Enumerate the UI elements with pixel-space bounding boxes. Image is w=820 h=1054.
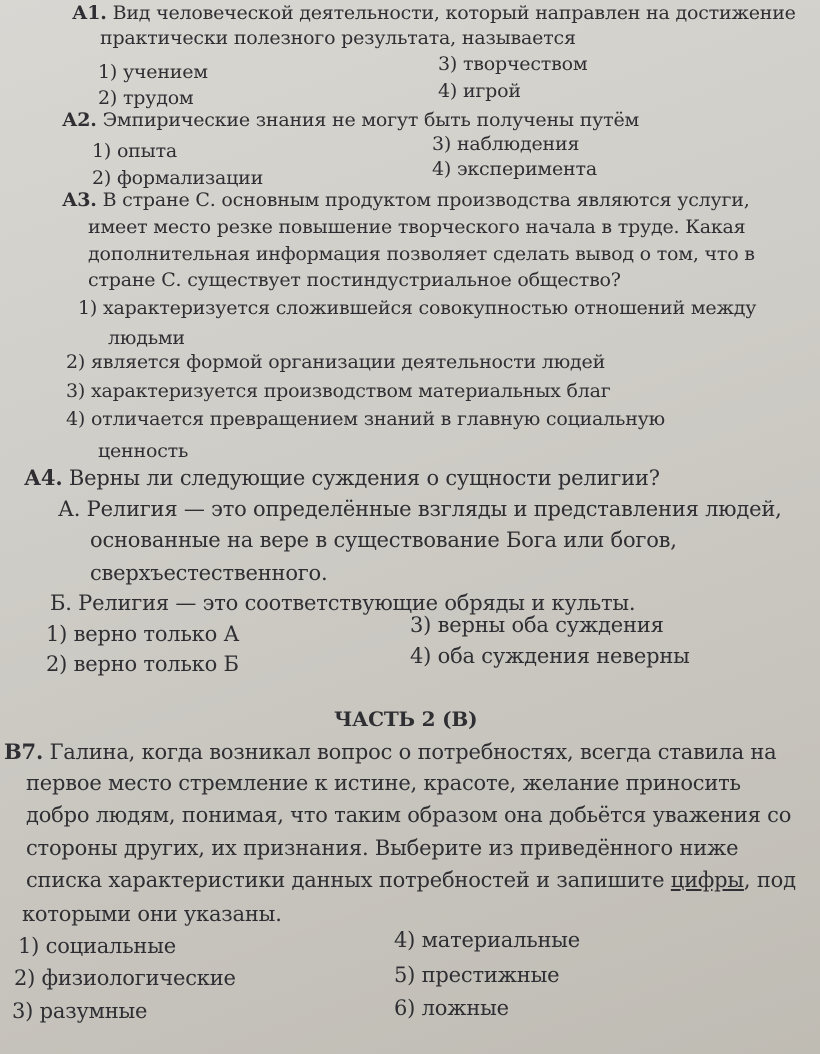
a4-option-2: 2) верно только Б	[46, 652, 239, 676]
a4-option-3: 3) верны оба суждения	[410, 613, 664, 637]
a1-text-2: практически полезного результата, называется	[100, 27, 576, 49]
a3-text-1: В стране С. основным продуктом производства являются услуги,	[102, 189, 750, 211]
a3-option-1-cont: людьми	[108, 327, 185, 349]
b7-text-3: добро людям, понимая, что таким образом она добьётся уважения со	[26, 803, 792, 827]
a2-line	[62, 109, 639, 131]
a1-option-1: 1) учением	[98, 61, 208, 83]
b7-text-4: стороны других, их признания. Выберите из приведённого ниже	[26, 836, 739, 860]
a3-text-2: имеет место резке повышение творческого начала в труде. Какая	[88, 216, 746, 238]
b7-line-1	[4, 740, 777, 764]
a3-option-4-cont: ценность	[98, 440, 189, 462]
a1-text-1: Вид человеческой деятельности, который направлен на достижение	[112, 2, 796, 24]
a1-option-2: 2) трудом	[98, 87, 194, 109]
a2-option-1: 1) опыта	[92, 140, 178, 162]
a3-line-1	[62, 189, 750, 211]
a3-text-4: стране С. существует постиндустриальное общество?	[88, 269, 621, 291]
a3-option-3: 3) характеризуется производством материальных благ	[66, 380, 611, 402]
a2-text: Эмпирические знания не могут быть получены путём	[102, 109, 640, 131]
b7-option-1: 1) социальные	[18, 934, 176, 958]
a4-judgement-a-1: А. Религия — это определённые взгляды и представления людей,	[58, 497, 782, 521]
b7-text-5-b: , под	[743, 868, 796, 892]
part2-title: ЧАСТЬ 2 (В)	[334, 707, 478, 731]
b7-text-1: Галина, когда возникал вопрос о потребностях, всегда ставила на	[49, 740, 777, 764]
a4-judgement-a-3: сверхъестественного.	[90, 561, 328, 585]
b7-option-2: 2) физиологические	[14, 966, 236, 990]
a1-number: А1.	[72, 2, 107, 24]
a4-number: А4.	[24, 465, 63, 490]
a2-option-4: 4) эксперимента	[432, 158, 597, 180]
a4-judgement-a-2: основанные на вере в существование Бога или богов,	[90, 528, 677, 552]
a2-option-2: 2) формализации	[92, 167, 264, 189]
a4-text: Верны ли следующие суждения о сущности религии?	[68, 466, 660, 490]
a4-line	[24, 466, 660, 490]
a2-number: А2.	[62, 109, 97, 131]
a1-option-4: 4) игрой	[438, 80, 521, 102]
b7-text-2: первое место стремление к истине, красоте, желание приносить	[26, 771, 741, 795]
b7-option-4: 4) материальные	[394, 928, 581, 952]
b7-text-6: которыми они указаны.	[22, 902, 282, 926]
a3-option-4: 4) отличается превращением знаний в главную социальную	[66, 408, 665, 430]
a3-text-3: дополнительная информация позволяет сделать вывод о том, что в	[88, 243, 755, 265]
a1-option-3: 3) творчеством	[438, 53, 588, 75]
b7-text-5-a: списка характеристики данных потребностей и запишите	[26, 868, 671, 892]
a1-line-1	[72, 2, 796, 24]
a3-option-1: 1) характеризуется сложившейся совокупностью отношений между	[78, 297, 757, 319]
b7-option-6: 6) ложные	[394, 996, 509, 1020]
a2-option-3: 3) наблюдения	[432, 133, 580, 155]
b7-option-3: 3) разумные	[12, 999, 148, 1023]
a3-option-2: 2) является формой организации деятельности людей	[66, 351, 606, 373]
b7-text-5	[26, 868, 796, 892]
b7-option-5: 5) престижные	[394, 963, 560, 987]
a4-judgement-b: Б. Религия — это соответствующие обряды и культы.	[50, 591, 636, 615]
a4-option-4: 4) оба суждения неверны	[410, 644, 690, 668]
a4-option-1: 1) верно только А	[46, 622, 240, 646]
b7-number: В7.	[4, 739, 44, 764]
b7-text-5-underlined: цифры	[670, 868, 744, 892]
a3-number: А3.	[62, 189, 97, 211]
